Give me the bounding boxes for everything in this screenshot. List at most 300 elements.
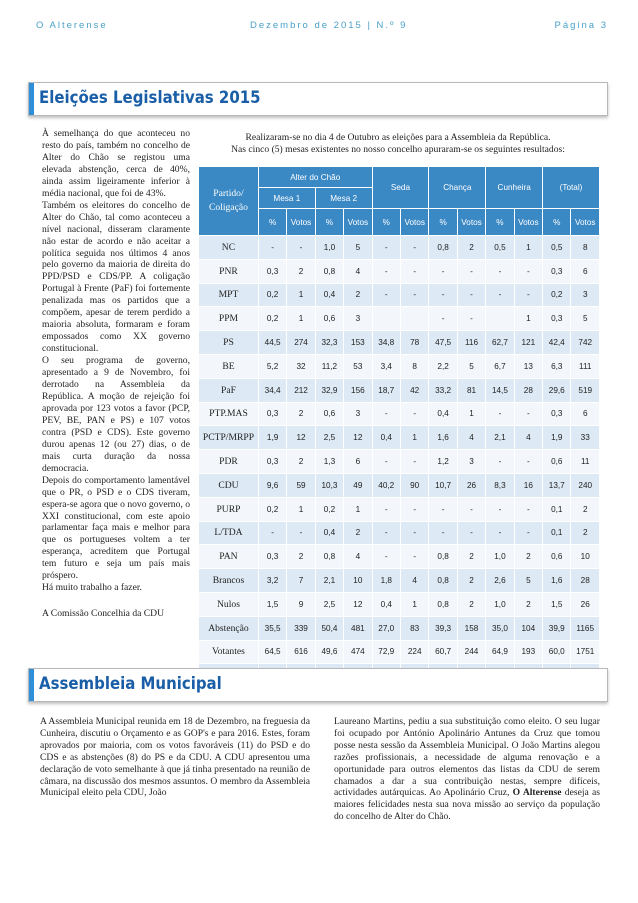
table-cell: 62,7 — [486, 331, 514, 355]
table-cell: 32 — [287, 354, 315, 378]
assembleia-text: deseja as maiores felicidades nesta sua nova missão ao serviço da população do concelho de Alter do Chão. — [334, 787, 600, 823]
banner-accent-bar — [29, 83, 34, 115]
section-banner-legislativas — [28, 82, 608, 116]
table-cell: 1,9 — [258, 426, 286, 450]
table-cell: 1 — [514, 236, 542, 260]
party-name: PDR — [199, 450, 259, 474]
table-cell: 3 — [344, 402, 372, 426]
table-cell: 44,5 — [258, 331, 286, 355]
subheader-cell: Votos — [457, 209, 485, 236]
table-cell: 32,9 — [315, 378, 343, 402]
table-cell: 2,6 — [486, 569, 514, 593]
table-cell: 116 — [457, 331, 485, 355]
table-cell: 0,1 — [543, 497, 571, 521]
table-cell: 14,5 — [486, 378, 514, 402]
table-cell: - — [457, 521, 485, 545]
table-cell: 34,8 — [372, 331, 400, 355]
table-cell: 0,3 — [258, 545, 286, 569]
table-cell: - — [258, 236, 286, 260]
table-cell: 0,8 — [429, 545, 457, 569]
table-cell: 12 — [344, 426, 372, 450]
table-cell: - — [486, 497, 514, 521]
table-cell: 1 — [400, 592, 428, 616]
table-cell: 49 — [344, 473, 372, 497]
article-paragraph: O seu programa de governo, apresentado a 9 de Novembro, foi derrotado na Assembleia da República. A moção de rejeição foi aprovada por 123 votos a favor (PCP, PEV, BE, PAN e PS) e 107 votos contra (PSD e CDS). Este governo durou apenas 12 (ou 27) dias, o de mais curta duração da nossa democracia. — [42, 355, 190, 474]
table-cell: 0,2 — [543, 283, 571, 307]
table-cell: 156 — [344, 378, 372, 402]
table-cell: 40,2 — [372, 473, 400, 497]
subheader-cell: % — [372, 209, 400, 236]
table-cell: 42,4 — [543, 331, 571, 355]
table-cell: - — [514, 450, 542, 474]
table-cell: - — [486, 283, 514, 307]
table-cell: 0,6 — [543, 450, 571, 474]
table-cell: 12 — [344, 592, 372, 616]
table-cell: 158 — [457, 616, 485, 640]
table-row — [199, 616, 600, 640]
table-cell: - — [429, 521, 457, 545]
table-cell: 6,7 — [486, 354, 514, 378]
article-paragraph: Também os eleitores do concelho de Alter do Chão, tal como aconteceu a nível nacional, disseram claramente não estar de acordo e não aceitar a política seguida nos últimos 4 anos pelo governo da maioria de direita do PPD/PSD e CDS/PP. A coligação Portugal à Frente (PaF) foi fortemente penalizada mas os partidos que a compõem, apesar de terem perdido a maioria absoluta, formaram e foram empossados como XX governo constitucional. — [42, 199, 190, 355]
subheader-cell: Votos — [571, 209, 600, 236]
table-cell: 519 — [571, 378, 600, 402]
table-cell: 11 — [571, 450, 600, 474]
table-cell: - — [486, 402, 514, 426]
table-cell: 1,3 — [315, 450, 343, 474]
table-cell: 0,4 — [372, 592, 400, 616]
table-cell — [372, 307, 400, 331]
group-header-total: (Total) — [543, 167, 600, 209]
subheader-cell: % — [258, 209, 286, 236]
table-cell: - — [514, 402, 542, 426]
table-cell: 2 — [514, 592, 542, 616]
table-cell: 244 — [457, 640, 485, 664]
table-cell: 4 — [344, 259, 372, 283]
table-row — [199, 521, 600, 545]
table-cell: 4 — [457, 426, 485, 450]
table-cell: 47,5 — [429, 331, 457, 355]
table-cell: 2,5 — [315, 592, 343, 616]
party-name: Brancos — [199, 569, 259, 593]
table-cell: 1,2 — [429, 450, 457, 474]
table-cell: 1 — [514, 307, 542, 331]
table-cell: 11,2 — [315, 354, 343, 378]
table-cell: 1,5 — [258, 592, 286, 616]
table-cell: 60,0 — [543, 640, 571, 664]
table-cell — [486, 307, 514, 331]
table-cell: 16 — [514, 473, 542, 497]
table-cell: 5,2 — [258, 354, 286, 378]
table-cell: - — [457, 283, 485, 307]
table-cell: - — [400, 259, 428, 283]
table-cell: 0,1 — [543, 521, 571, 545]
table-cell: 10 — [571, 545, 600, 569]
table-cell: 2,5 — [315, 426, 343, 450]
table-row — [199, 283, 600, 307]
table-cell: 2 — [457, 545, 485, 569]
table-cell: 4 — [344, 545, 372, 569]
intro-line: Nas cinco (5) mesas existentes no nosso concelho apuraram-se os seguintes resultados: — [231, 144, 565, 155]
article-paragraph: Depois do comportamento lamentável que o PR, o PSD e o CDS tiveram, espera-se agora que o novo governo, o XXI constitucional, com este apoio parlamentar faça mais e melhor para que os portugueses voltem a ter esperança, acreditem que Portugal tem futuro e seja um país mais próspero. — [42, 474, 190, 582]
table-cell: 2 — [457, 592, 485, 616]
table-cell: 742 — [571, 331, 600, 355]
table-cell: 2 — [287, 545, 315, 569]
assembleia-text-left: A Assembleia Municipal reunida em 18 de Dezembro, na freguesia da Cunheira, discutiu o Orçamento e as GOP's e para 2016. Estes, foram aprovados por maioria, com os votos favoráveis (11) do PSD e do CDS e as abstenções (8) do PS e da CDU. A CDU apresentou uma declaração de voto semelhante à que já tinha presentado na reunião de câmara, na discussão dos mesmos assuntos. O membro da Assembleia Municipal eleito pela CDU, João — [40, 716, 310, 799]
subheader-cell: % — [486, 209, 514, 236]
table-cell: - — [372, 450, 400, 474]
table-cell: - — [372, 497, 400, 521]
table-cell: 83 — [400, 616, 428, 640]
issue-info: Dezembro de 2015 | N.º 9 — [250, 20, 408, 31]
table-cell: 0,8 — [315, 545, 343, 569]
table-cell: - — [514, 497, 542, 521]
newspaper-name: O Alterense — [512, 787, 562, 799]
table-row — [199, 426, 600, 450]
table-cell: 2 — [287, 402, 315, 426]
table-cell: 212 — [287, 378, 315, 402]
table-row — [199, 378, 600, 402]
table-cell: - — [400, 402, 428, 426]
party-name: Votantes — [199, 640, 259, 664]
group-header-seda: Seda — [372, 167, 429, 209]
table-cell: 5 — [344, 236, 372, 260]
table-cell: 1,0 — [315, 236, 343, 260]
table-cell: 26 — [457, 473, 485, 497]
table-cell: 50,4 — [315, 616, 343, 640]
table-row — [199, 307, 600, 331]
article-paragraph: Há muito trabalho a fazer. — [42, 582, 142, 594]
table-cell: - — [514, 283, 542, 307]
table-cell: 0,4 — [315, 521, 343, 545]
intro-line: Realizaram-se no dia 4 de Outubro as eleições para a Assembleia da República. — [245, 132, 551, 143]
table-cell: 33 — [571, 426, 600, 450]
table-cell: 29,6 — [543, 378, 571, 402]
party-name: CDU — [199, 473, 259, 497]
table-cell: - — [514, 259, 542, 283]
table-cell: 0,4 — [315, 283, 343, 307]
table-cell: 35,5 — [258, 616, 286, 640]
table-cell: 1,9 — [543, 426, 571, 450]
table-cell: 1,0 — [486, 545, 514, 569]
table-cell: - — [514, 521, 542, 545]
table-cell: 4 — [400, 569, 428, 593]
table-cell: 8 — [571, 236, 600, 260]
table-cell: 2 — [571, 521, 600, 545]
table-cell: - — [372, 545, 400, 569]
table-cell: 0,8 — [429, 592, 457, 616]
page-header — [36, 20, 608, 32]
table-cell: 240 — [571, 473, 600, 497]
table-cell: 0,3 — [543, 402, 571, 426]
table-cell: 49,6 — [315, 640, 343, 664]
table-cell: 121 — [514, 331, 542, 355]
table-cell: 2 — [287, 450, 315, 474]
table-cell: 1 — [344, 497, 372, 521]
table-cell: 59 — [287, 473, 315, 497]
table-cell: 3,2 — [258, 569, 286, 593]
section-title: Assembleia Municipal — [39, 674, 222, 694]
table-cell: 1,8 — [372, 569, 400, 593]
table-cell: 2 — [287, 259, 315, 283]
table-cell: - — [429, 307, 457, 331]
table-cell: 28 — [514, 378, 542, 402]
table-cell: 10 — [344, 569, 372, 593]
table-cell: - — [372, 402, 400, 426]
table-cell: - — [287, 236, 315, 260]
table-row — [199, 402, 600, 426]
table-cell: - — [287, 521, 315, 545]
table-cell: 9 — [287, 592, 315, 616]
table-cell: - — [457, 307, 485, 331]
table-cell: 1 — [287, 497, 315, 521]
table-cell: - — [400, 521, 428, 545]
table-cell: 39,9 — [543, 616, 571, 640]
table-cell: - — [457, 259, 485, 283]
party-name: PS — [199, 331, 259, 355]
table-cell: 0,4 — [372, 426, 400, 450]
table-cell: 0,5 — [543, 236, 571, 260]
table-cell: 2 — [514, 545, 542, 569]
table-row — [199, 331, 600, 355]
table-cell: 2 — [344, 521, 372, 545]
table-row — [199, 545, 600, 569]
table-cell: 1 — [457, 402, 485, 426]
table-row — [199, 497, 600, 521]
table-cell: 10,3 — [315, 473, 343, 497]
table-cell: 2,1 — [486, 426, 514, 450]
assembleia-text-right — [334, 716, 600, 823]
table-cell: - — [372, 521, 400, 545]
article-signature: A Comissão Concelhia da CDU — [42, 608, 165, 620]
results-body — [199, 236, 600, 688]
table-cell: 6 — [571, 259, 600, 283]
table-cell: 8 — [400, 354, 428, 378]
table-cell: 35,0 — [486, 616, 514, 640]
table-cell: 1,6 — [543, 569, 571, 593]
table-cell: 5 — [457, 354, 485, 378]
table-row — [199, 473, 600, 497]
mesa-2-header: Mesa 2 — [315, 188, 372, 209]
party-name: PURP — [199, 497, 259, 521]
table-cell: 64,9 — [486, 640, 514, 664]
table-cell: 0,2 — [258, 283, 286, 307]
party-name: PTP.MAS — [199, 402, 259, 426]
table-cell: - — [429, 283, 457, 307]
table-cell: 3 — [344, 307, 372, 331]
table-cell: 78 — [400, 331, 428, 355]
table-cell: 6 — [571, 402, 600, 426]
article-paragraph: À semelhança do que aconteceu no resto do país, também no concelho de Alter do Chão se registou uma elevada abstenção, cerca de 40%, ainda assim ligeiramente inferior à média nacional, que foi de 43%. — [42, 128, 190, 199]
party-name: BE — [199, 354, 259, 378]
table-cell: 481 — [344, 616, 372, 640]
table-cell: 2 — [571, 497, 600, 521]
table-cell: 0,2 — [315, 497, 343, 521]
table-cell: - — [372, 259, 400, 283]
table-cell: 6 — [344, 450, 372, 474]
table-cell: 0,8 — [315, 259, 343, 283]
table-cell: 339 — [287, 616, 315, 640]
table-cell: 60,7 — [429, 640, 457, 664]
table-cell: 616 — [287, 640, 315, 664]
table-cell: 5 — [571, 307, 600, 331]
table-cell: 2 — [457, 236, 485, 260]
table-cell: 0,8 — [429, 569, 457, 593]
table-row — [199, 236, 600, 260]
table-cell: 33,2 — [429, 378, 457, 402]
table-cell: 0,6 — [315, 307, 343, 331]
party-name: PNR — [199, 259, 259, 283]
party-name: MPT — [199, 283, 259, 307]
table-cell: - — [400, 545, 428, 569]
table-cell: 1,6 — [429, 426, 457, 450]
table-cell: 104 — [514, 616, 542, 640]
table-cell: 1 — [400, 426, 428, 450]
table-cell: - — [486, 521, 514, 545]
table-cell: 12 — [287, 426, 315, 450]
table-cell: 1 — [287, 307, 315, 331]
banner-accent-bar — [29, 669, 34, 701]
table-cell: - — [400, 236, 428, 260]
table-cell: 3,4 — [372, 354, 400, 378]
table-cell: - — [429, 497, 457, 521]
results-intro — [198, 132, 598, 156]
table-cell: 2,2 — [429, 354, 457, 378]
table-cell: 2 — [457, 569, 485, 593]
table-cell — [400, 307, 428, 331]
subheader-cell: % — [315, 209, 343, 236]
table-cell: 7 — [287, 569, 315, 593]
table-cell: - — [258, 521, 286, 545]
table-cell: 193 — [514, 640, 542, 664]
table-cell: 42 — [400, 378, 428, 402]
table-cell: 27,0 — [372, 616, 400, 640]
article-column — [42, 128, 190, 620]
subheader-cell: % — [543, 209, 571, 236]
table-cell: 0,3 — [258, 402, 286, 426]
party-name: Abstenção — [199, 616, 259, 640]
election-results-table — [198, 166, 600, 688]
table-row — [199, 450, 600, 474]
table-cell: 1751 — [571, 640, 600, 664]
assembleia-text: Laureano Martins, pediu a sua substituição como eleito. O seu lugar foi ocupado por António Apolinário Antunes da Cruz que tomou posse nesta sessão da Assembleia Municipal. O João Martins alegou razões profissionais, a necessidade de alguma renovação e a oportunidade para outros elementos das listas da CDU de serem chamados a dar a sua contribuição nestas, sempre difíceis, actividades autárquicas. Ao Apolinário Cruz, — [334, 716, 600, 799]
group-header-alter: Alter do Chão — [258, 167, 372, 188]
table-cell: 34,4 — [258, 378, 286, 402]
table-cell: 1165 — [571, 616, 600, 640]
table-cell: 111 — [571, 354, 600, 378]
table-cell: - — [457, 497, 485, 521]
subheader-cell: Votos — [344, 209, 372, 236]
table-cell: 6,3 — [543, 354, 571, 378]
party-name: L/TDA — [199, 521, 259, 545]
table-cell: - — [486, 259, 514, 283]
table-cell: 0,2 — [258, 307, 286, 331]
party-name: PAN — [199, 545, 259, 569]
table-cell: 0,3 — [543, 307, 571, 331]
table-cell: 72,9 — [372, 640, 400, 664]
section-title: Eleições Legislativas 2015 — [39, 88, 261, 108]
table-cell: 4 — [514, 426, 542, 450]
table-cell: 81 — [457, 378, 485, 402]
subheader-cell: Votos — [400, 209, 428, 236]
publication-name: O Alterense — [36, 20, 108, 31]
table-cell: - — [372, 283, 400, 307]
table-row — [199, 354, 600, 378]
group-header-chanca: Chança — [429, 167, 486, 209]
section-banner-assembleia — [28, 668, 608, 702]
table-cell: 9,6 — [258, 473, 286, 497]
party-name: PaF — [199, 378, 259, 402]
table-cell: 13,7 — [543, 473, 571, 497]
table-cell: 2,1 — [315, 569, 343, 593]
table-row — [199, 569, 600, 593]
table-cell: 8,3 — [486, 473, 514, 497]
table-cell: 474 — [344, 640, 372, 664]
table-cell: 39,3 — [429, 616, 457, 640]
table-cell: 64,5 — [258, 640, 286, 664]
table-row — [199, 259, 600, 283]
subheader-cell: Votos — [287, 209, 315, 236]
mesa-1-header: Mesa 1 — [258, 188, 315, 209]
table-cell: 26 — [571, 592, 600, 616]
table-cell: 224 — [400, 640, 428, 664]
table-cell: 3 — [457, 450, 485, 474]
table-cell: 0,8 — [429, 236, 457, 260]
subheader-row — [199, 209, 600, 236]
subheader-cell: % — [429, 209, 457, 236]
table-cell: 90 — [400, 473, 428, 497]
table-cell: 0,3 — [543, 259, 571, 283]
table-cell: 53 — [344, 354, 372, 378]
table-cell: 18,7 — [372, 378, 400, 402]
table-cell: 0,6 — [315, 402, 343, 426]
table-cell: - — [400, 497, 428, 521]
table-cell: 32,3 — [315, 331, 343, 355]
group-header-cunheira: Cunheira — [486, 167, 543, 209]
table-cell: 13 — [514, 354, 542, 378]
table-row — [199, 592, 600, 616]
table-cell: 153 — [344, 331, 372, 355]
party-name: PPM — [199, 307, 259, 331]
table-cell: 0,3 — [258, 450, 286, 474]
table-cell: 274 — [287, 331, 315, 355]
party-name: NC — [199, 236, 259, 260]
table-cell: 1,5 — [543, 592, 571, 616]
subheader-cell: Votos — [514, 209, 542, 236]
table-cell: - — [486, 450, 514, 474]
table-cell: - — [400, 283, 428, 307]
table-cell: 0,2 — [258, 497, 286, 521]
table-cell: - — [372, 236, 400, 260]
table-cell: 0,3 — [258, 259, 286, 283]
table-cell: 28 — [571, 569, 600, 593]
table-cell: 1,0 — [486, 592, 514, 616]
table-cell: 0,4 — [429, 402, 457, 426]
table-cell: 2 — [344, 283, 372, 307]
table-cell: 1 — [287, 283, 315, 307]
table-row — [199, 640, 600, 664]
table-cell: 3 — [571, 283, 600, 307]
table-cell: 0,6 — [543, 545, 571, 569]
table-cell: 5 — [514, 569, 542, 593]
table-cell: - — [429, 259, 457, 283]
party-column-header: Partido/ Coligação — [199, 167, 259, 236]
party-name: Nulos — [199, 592, 259, 616]
page-number: Página 3 — [554, 20, 608, 31]
table-cell: 10,7 — [429, 473, 457, 497]
party-name: PCTP/MRPP — [199, 426, 259, 450]
table-cell: - — [400, 450, 428, 474]
table-cell: 0,5 — [486, 236, 514, 260]
